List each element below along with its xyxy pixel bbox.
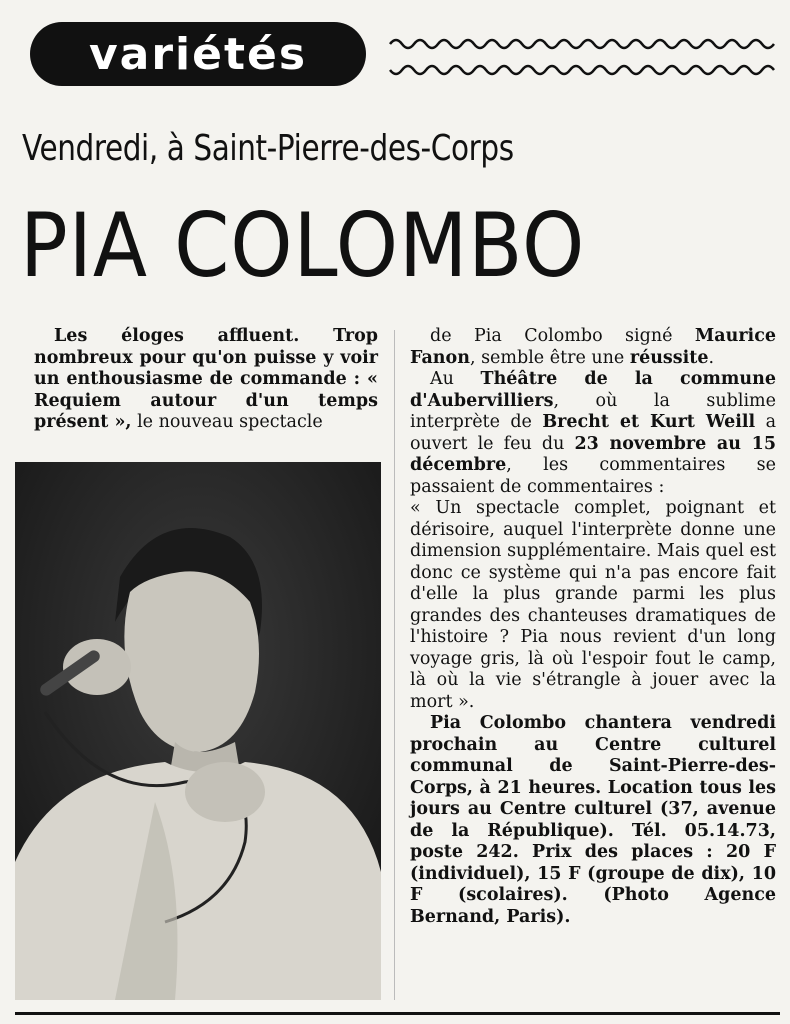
section-rubric-badge: variétés [30, 22, 366, 86]
wave-ornament-icon [388, 36, 780, 84]
bottom-rule [15, 1012, 780, 1015]
left-column [34, 326, 378, 434]
article-kicker: Vendredi, à Saint-Pierre-des-Corps [22, 128, 514, 169]
lead-text: Les éloges affluent. Trop nombreux pour qu'on puisse y voir un enthousiasme de commande : « Requiem autour d'un temps présent », [34, 326, 378, 432]
paragraph-1: de Pia Colombo signé Maurice Fanon, semble être une réussite. [410, 326, 776, 368]
singer-photo [15, 462, 381, 1000]
right-column [410, 326, 776, 928]
lead-text-end: le nouveau spectacle [131, 412, 323, 432]
quote-paragraph: « Un spectacle complet, poignant et dérisoire, auquel l'interprète donne une dimension supplémentaire. Mais quel est donc ce système qui n'a pas encore fait d'elle la plus grande parmi les plus grandes des chanteuses dramatiques de l'histoire ? Pia nous revient d'un long voyage gris, là où l'espoir fout le camp, là où la vie s'étrangle à jouer avec la mort ». [410, 498, 776, 712]
article-headline: PIA COLOMBO [20, 194, 586, 297]
paragraph-2: Au Théâtre de la commune d'Aubervilliers, où la sublime interprète de Brecht et Kurt Weill a ouvert le feu du 23 novembre au 15 décembre, les commentaires se passaient de commentaires : [410, 369, 777, 497]
paragraph-3: Pia Colombo chantera vendredi prochain au Centre culturel communal de Saint-Pierre-des-Corps, à 21 heures. Location tous les jours au Centre culturel (37, avenue de la République). Tél. 05.14.73, poste 242. Prix des places : 20 F (individuel), 15 F (groupe de dix), 10 F (scolaires). (Photo Agence Bernand, Paris). [410, 713, 776, 927]
column-divider [394, 330, 395, 1000]
